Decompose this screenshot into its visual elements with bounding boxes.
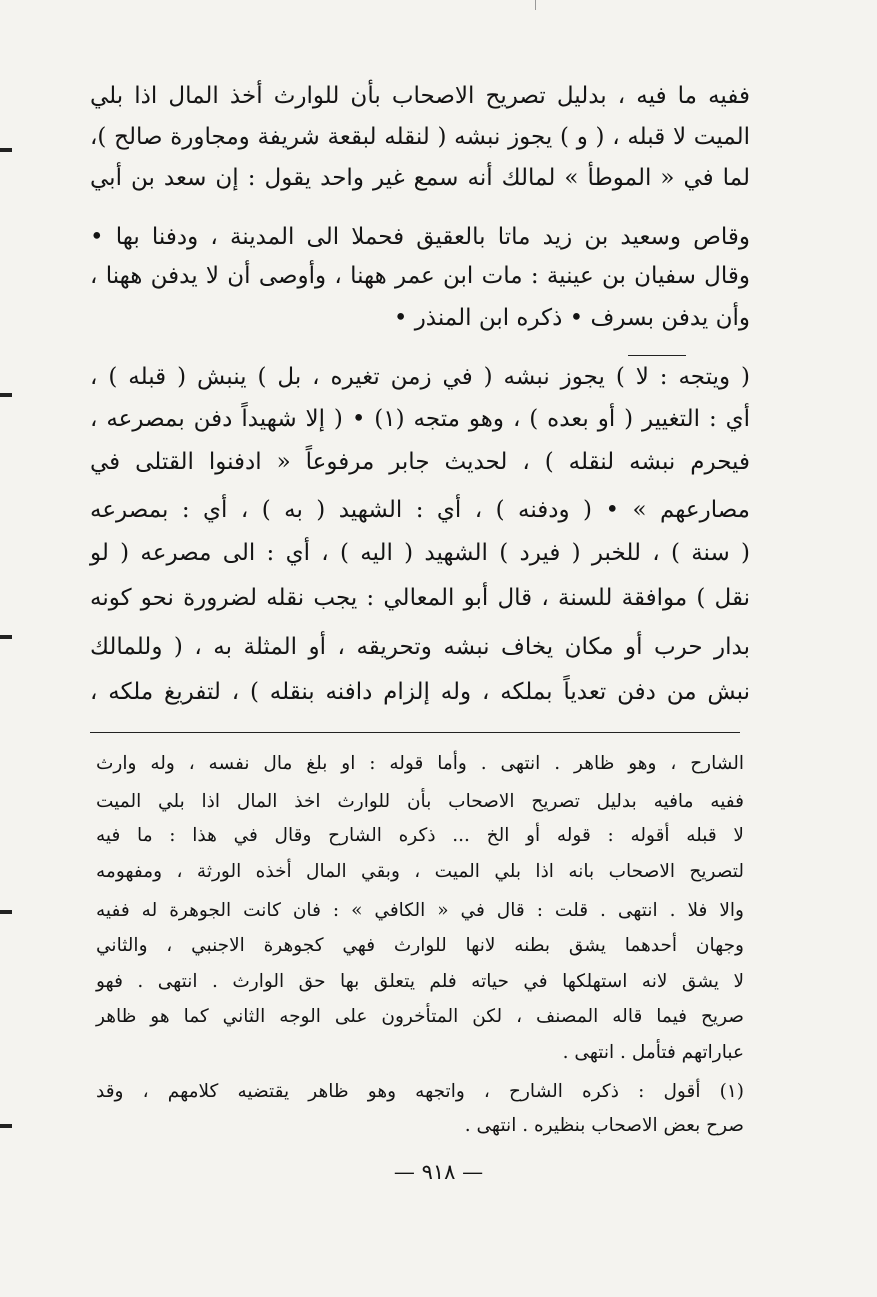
footnote-line: صرح بعض الاصحاب بنظيره . انتهى .: [464, 1115, 744, 1136]
margin-mark: [0, 1124, 12, 1128]
margin-mark: [0, 148, 12, 152]
footnote-line: وجهان أحدهما يشق بطنه لانها للوارث فهي كجوهرة الاجنبي ، والثاني: [96, 935, 744, 956]
main-line: فيحرم نبشه لنقله ) ، لحديث جابر مرفوعاً « ادفنوا القتلى في: [90, 449, 750, 475]
main-line: وقال سفيان بن عينية : مات ابن عمر ههنا ، وأوصى أن لا يدفن ههنا ،: [90, 263, 750, 289]
main-line: بدار حرب أو مكان يخاف نبشه وتحريقه ، أو المثلة به ، ( وللمالك: [90, 634, 750, 660]
footnote-line: والا فلا . انتهى . قلت : قال في « الكافي » : فان كانت الجوهرة له ففيه: [96, 900, 744, 921]
margin-mark: [0, 635, 12, 639]
footnote-line: ففيه مافيه بدليل تصريح الاصحاب بأن للوارث اخذ المال اذا بلي الميت: [96, 791, 744, 812]
main-line: ففيه ما فيه ، بدليل تصريح الاصحاب بأن للوارث أخذ المال اذا بلي: [90, 83, 750, 109]
main-line: لما في « الموطأ » لمالك أنه سمع غير واحد يقول : إن سعد بن أبي: [90, 165, 750, 191]
main-line: ( ويتجه : لا ) يجوز نبشه ( في زمن تغيره ، بل ) ينبش ( قبله ) ،: [90, 364, 750, 390]
scan-mark-top: [535, 0, 536, 10]
main-line: نبش من دفن تعدياً بملكه ، وله إلزام دافنه بنقله ) ، لتفريغ ملكه ،: [90, 679, 750, 705]
footnote-separator: [90, 732, 740, 733]
footnote-line: لا يشق لانه استهلكها في حياته فلم يتعلق بها حق الوارث . انتهى . فهو: [96, 971, 744, 992]
main-line: ( سنة ) ، للخبر ( فيرد ) الشهيد ( اليه ) ، أي : الى مصرعه ( لو: [90, 540, 750, 566]
main-line: وقاص وسعيد بن زيد ماتا بالعقيق فحملا الى المدينة ، ودفنا بها •: [90, 224, 750, 250]
footnote-line: لتصريح الاصحاب بانه اذا بلي الميت ، وبقي المال أخذه الورثة ، ومفهومه: [96, 861, 744, 882]
footnote-line: الشارح ، وهو ظاهر . انتهى . وأما قوله : او بلغ مال نفسه ، وله وارث: [96, 753, 744, 774]
main-line: أي : التغيير ( أو بعده ) ، وهو متجه (١) • ( إلا شهيداً دفن بمصرعه ،: [90, 406, 751, 432]
footnote-line: عباراتهم فتأمل . انتهى .: [562, 1042, 744, 1063]
margin-mark: [0, 393, 12, 397]
footnote-line: (١) أقول : ذكره الشارح ، واتجهه وهو ظاهر يقتضيه كلامهم ، وقد: [96, 1081, 744, 1102]
main-line: نقل ) موافقة للسنة ، قال أبو المعالي : يجب نقله لضرورة نحو كونه: [90, 585, 750, 611]
main-line: وأن يدفن بسرف • ذكره ابن المنذر •: [393, 305, 750, 331]
footnote-line: لا قبله أقوله : قوله أو الخ ... ذكره الشارح وقال في هذا : ما فيه: [96, 825, 744, 846]
footnote-line: صريح فيما قاله المصنف ، لكن المتأخرون على الوجه الثاني كما هو ظاهر: [96, 1006, 744, 1027]
main-line: الميت لا قبله ، ( و ) يجوز نبشه ( لنقله لبقعة شريفة ومجاورة صالح )،: [90, 124, 750, 150]
page-number: — ٩١٨ —: [393, 1160, 484, 1184]
margin-mark: [0, 910, 12, 914]
overline-mark: [628, 355, 686, 356]
main-line: مصارعهم » • ( ودفنه ) ، أي : الشهيد ( به ) ، أي : بمصرعه: [90, 497, 750, 523]
